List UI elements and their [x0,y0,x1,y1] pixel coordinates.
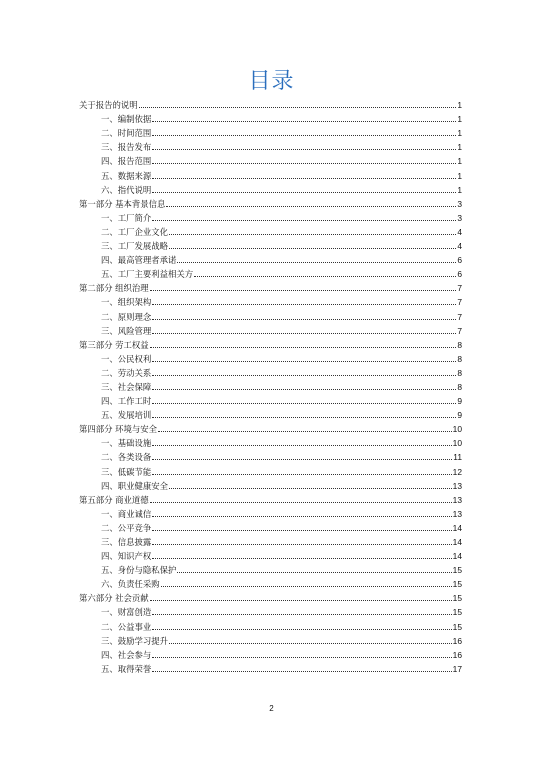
toc-entry-label: 三、工厂发展战略 [101,241,168,252]
toc-section-entry[interactable] [79,336,462,350]
toc-subsection-entry[interactable] [79,561,462,575]
toc-entry-page-number: 13 [452,480,462,491]
dot-leader [177,262,456,263]
dot-leader [166,206,456,207]
toc-entry-page-number: 17 [452,663,462,674]
toc-subsection-entry[interactable] [79,166,462,180]
toc-entry-page-number: 3 [457,212,462,223]
toc-entry-label: 一、基础设施 [101,438,152,449]
toc-entry-page-number: 8 [457,381,462,392]
dot-leader [169,643,452,644]
dot-leader [150,502,452,503]
toc-entry-label: 一、公民权利 [101,353,152,364]
toc-entry-label: 第二部分 组织治理 [79,283,149,294]
dot-leader [158,431,452,432]
toc-subsection-entry[interactable] [79,307,462,321]
toc-entry-page-number: 8 [457,367,462,378]
toc-subsection-entry[interactable] [79,223,462,237]
toc-entry-page-number: 6 [457,269,462,280]
toc-subsection-entry[interactable] [79,265,462,279]
toc-subsection-entry[interactable] [79,448,462,462]
toc-entry-label: 五、身份与隐私保护 [101,565,177,576]
toc-entry-page-number: 7 [457,325,462,336]
toc-entry-label: 五、数据来源 [101,170,152,181]
toc-entry-page-number: 1 [457,142,462,153]
page-number: 2 [269,704,274,713]
toc-subsection-entry[interactable] [79,462,462,476]
dot-leader [152,445,451,446]
dot-leader [152,319,456,320]
dot-leader [169,248,456,249]
dot-leader [152,333,456,334]
toc-subsection-entry[interactable] [79,181,462,195]
dot-leader [152,192,456,193]
toc-entry-label: 五、发展培训 [101,410,152,421]
toc-subsection-entry[interactable] [79,209,462,223]
toc-entry-label: 三、风险管理 [101,325,152,336]
toc-entry-label: 一、财富创造 [101,607,152,618]
toc-subsection-entry[interactable] [79,547,462,561]
dot-leader [161,586,452,587]
dot-leader [152,474,451,475]
toc-subsection-entry[interactable] [79,110,462,124]
toc-subsection-entry[interactable] [79,617,462,631]
dot-leader [177,572,451,573]
dot-leader [152,614,451,615]
dot-leader [152,558,451,559]
toc-entry-label: 三、低碳节能 [101,466,152,477]
dot-leader [150,600,452,601]
toc-entry-page-number: 10 [452,438,462,449]
toc-entry-page-number: 6 [457,255,462,266]
toc-subsection-entry[interactable] [79,660,462,674]
toc-entry-label: 第四部分 环境与安全 [79,424,158,435]
toc-subsection-entry[interactable] [79,632,462,646]
toc-subsection-entry[interactable] [79,293,462,307]
toc-entry-label: 第六部分 社会贡献 [79,593,149,604]
toc-entry-label: 五、取得荣誉 [101,663,152,674]
toc-entry-label: 四、报告范围 [101,156,152,167]
dot-leader [152,403,456,404]
toc-entry-label: 四、社会参与 [101,649,152,660]
toc-subsection-entry[interactable] [79,533,462,547]
toc-subsection-entry[interactable] [79,434,462,448]
toc-entry-label: 二、劳动关系 [101,367,152,378]
toc-entry-page-number: 15 [452,621,462,632]
dot-leader [139,107,457,108]
toc-section-entry[interactable] [79,279,462,293]
dot-leader [152,544,451,545]
dot-leader [152,671,451,672]
toc-entry-page-number: 16 [452,649,462,660]
toc-entry-label: 一、工厂简介 [101,212,152,223]
toc-section-entry[interactable] [79,589,462,603]
toc-subsection-entry[interactable] [79,378,462,392]
toc-entry-label: 六、负责任采购 [101,579,160,590]
toc-entry-page-number: 10 [452,424,462,435]
toc-entry-label: 三、信息披露 [101,537,152,547]
toc-section-entry[interactable] [79,195,462,209]
toc-entry-page-number: 7 [457,283,462,294]
toc-entry-page-number: 14 [452,522,462,533]
dot-leader [152,149,456,150]
toc-subsection-entry[interactable] [79,138,462,152]
toc-entry-label: 二、公平竞争 [101,522,152,533]
toc-subsection-entry[interactable] [79,251,462,265]
toc-subsection-entry[interactable] [79,519,462,533]
dot-leader [152,459,452,460]
toc-entry-page-number: 15 [452,579,462,590]
dot-leader [194,276,456,277]
dot-leader [152,389,456,390]
toc-subsection-entry[interactable] [79,603,462,617]
toc-subsection-entry[interactable] [79,152,462,166]
toc-entry-page-number: 13 [452,494,462,505]
toc-entry-page-number: 9 [457,396,462,407]
toc-entry-label: 第一部分 基本背景信息 [79,198,166,209]
toc-entry-page-number: 8 [457,339,462,350]
dot-leader [169,234,456,235]
toc-entry-label: 三、鼓励学习提升 [101,635,168,646]
toc-entry-label: 四、工作工时 [101,396,152,407]
toc-subsection-entry[interactable] [79,237,462,251]
dot-leader [152,121,456,122]
toc-entry-page-number: 3 [457,198,462,209]
toc-subsection-entry[interactable] [79,124,462,138]
toc-entry-label: 关于报告的说明 [79,100,138,111]
toc-entry-page-number: 7 [457,311,462,322]
toc-subsection-entry[interactable] [79,406,462,420]
toc-entry-page-number: 1 [457,114,462,125]
toc-entry-label: 三、社会保障 [101,381,152,392]
toc-entry-page-number: 4 [457,226,462,237]
toc-section-entry[interactable] [79,491,462,505]
dot-leader [152,375,456,376]
toc-entry-label: 五、工厂主要利益相关方 [101,269,194,280]
dot-leader [152,178,456,179]
toc-entry-label: 二、时间范围 [101,128,152,139]
toc-section-entry[interactable] [79,420,462,434]
dot-leader [152,304,456,305]
toc-entry-page-number: 1 [457,128,462,139]
dot-leader [152,516,451,517]
page-title: 目录 [248,69,295,94]
toc-entry-label: 第三部分 劳工权益 [79,339,149,350]
toc-entry-label: 六、指代说明 [101,184,152,195]
toc-entry-page-number: 11 [453,452,462,463]
dot-leader [150,290,457,291]
dot-leader [152,361,456,362]
toc-entry-page-number: 15 [452,607,462,618]
toc-entry-page-number: 15 [452,565,462,576]
toc-entry-label: 一、编制依据 [101,114,152,125]
toc-subsection-entry[interactable] [79,646,462,660]
toc-entry-label: 二、工厂企业文化 [101,226,168,237]
toc-entry-label: 四、最高管理者承诺 [101,255,177,266]
dot-leader [152,629,451,630]
dot-leader [150,347,457,348]
toc-entry-page-number: 12 [452,466,462,477]
toc-entry-page-number: 9 [457,410,462,421]
toc-subsection-entry[interactable] [79,575,462,589]
dot-leader [152,135,456,136]
toc-entry-page-number: 4 [457,241,462,252]
toc-entry-label: 第五部分 商业道德 [79,494,149,505]
toc-entry-label: 二、各类设备 [101,452,152,463]
toc-entry-page-number: 8 [457,353,462,364]
toc-subsection-entry[interactable] [79,392,462,406]
toc-entry-label: 四、知识产权 [101,551,152,562]
toc-entry-page-number: 1 [457,184,462,195]
toc-subsection-entry[interactable] [79,322,462,336]
toc-entry-page-number: 14 [452,551,462,562]
toc-entry-label: 二、公益事业 [101,621,152,632]
dot-leader [152,657,451,658]
toc-entry-label: 一、商业诚信 [101,508,152,519]
toc-entry-page-number: 1 [457,156,462,167]
toc-entry-page-number: 13 [452,508,462,519]
toc-entry-page-number: 1 [457,170,462,181]
toc-entry-page-number: 7 [457,297,462,308]
toc-entry-label: 一、组织架构 [101,297,152,308]
dot-leader [152,530,451,531]
dot-leader [152,163,456,164]
table-of-contents [79,96,462,674]
toc-section-entry[interactable] [79,96,462,110]
dot-leader [169,488,452,489]
toc-entry-page-number: 16 [452,635,462,646]
toc-subsection-entry[interactable] [79,505,462,519]
toc-entry-page-number: 14 [452,537,462,547]
toc-entry-page-number: 15 [452,593,462,604]
toc-subsection-entry[interactable] [79,477,462,491]
dot-leader [152,220,456,221]
dot-leader [152,417,456,418]
toc-entry-page-number: 1 [457,100,462,111]
toc-entry-label: 二、原则理念 [101,311,152,322]
toc-subsection-entry[interactable] [79,350,462,364]
toc-entry-label: 四、职业健康安全 [101,480,168,491]
toc-subsection-entry[interactable] [79,364,462,378]
toc-entry-label: 三、报告发布 [101,142,152,153]
